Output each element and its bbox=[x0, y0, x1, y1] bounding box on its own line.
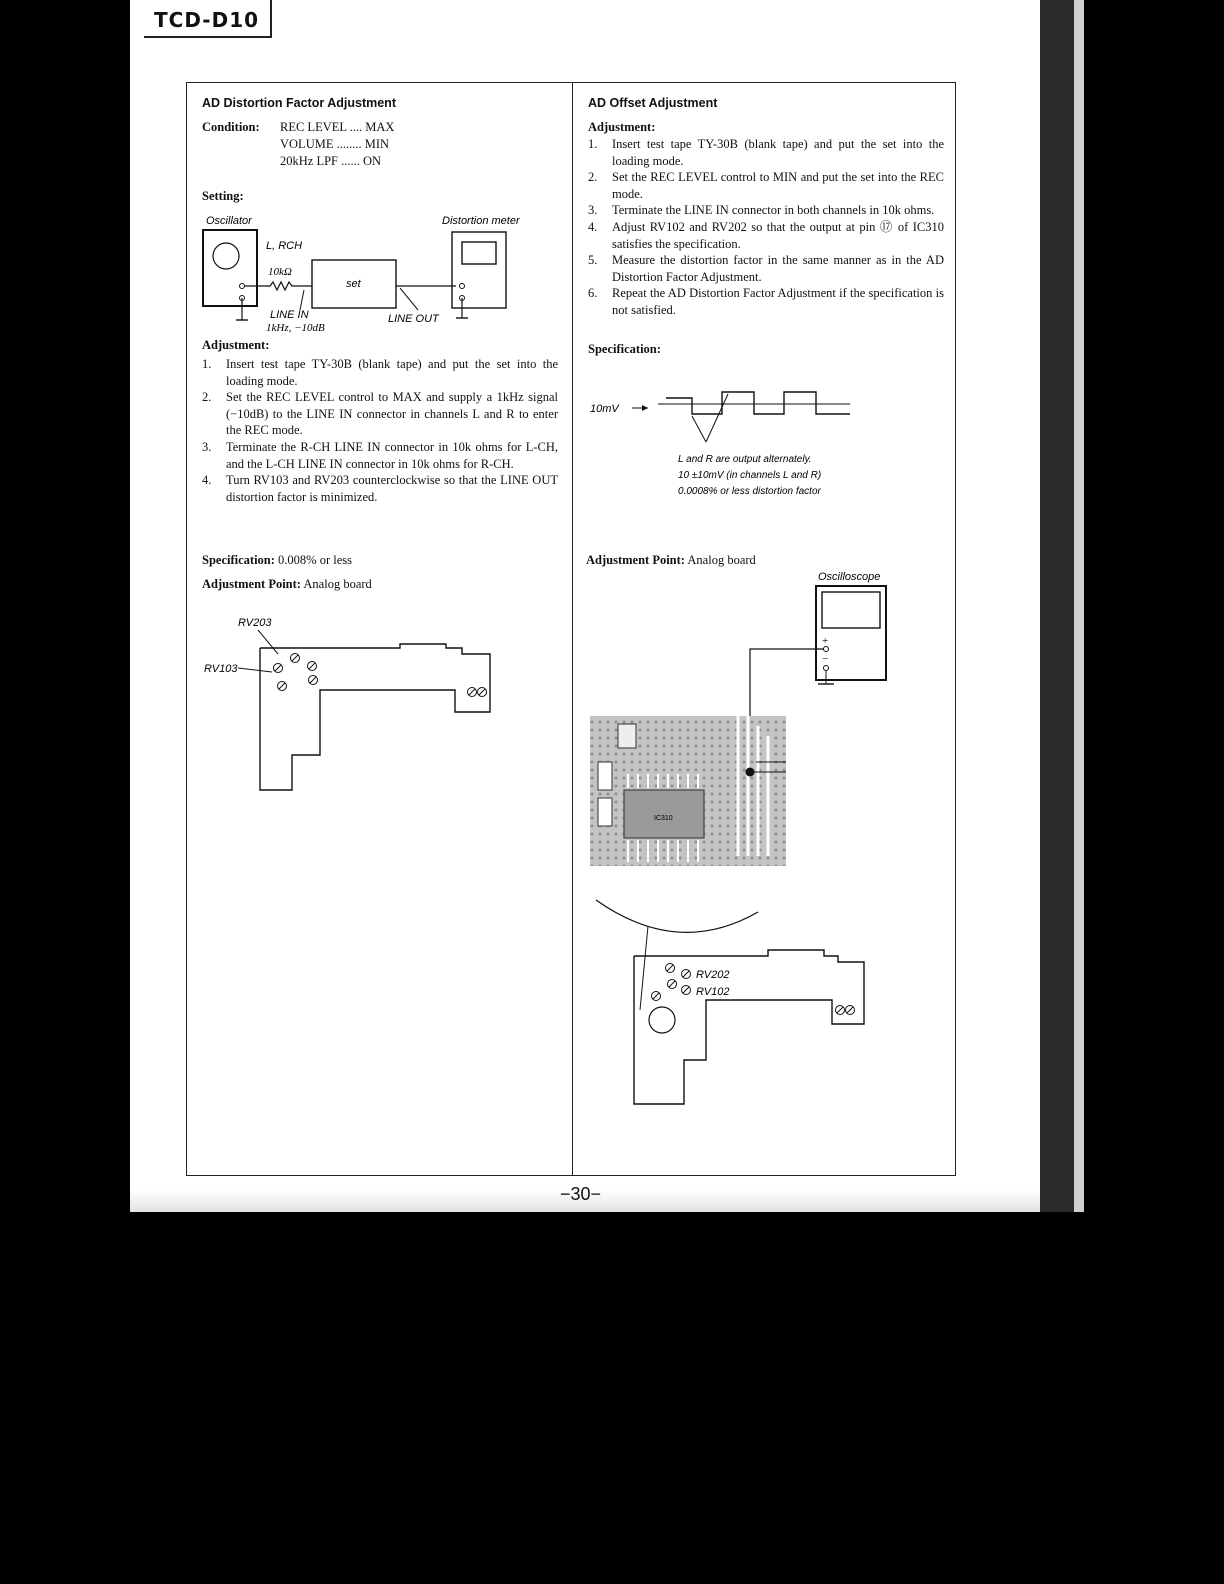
svg-text:+: + bbox=[822, 635, 829, 647]
right-step-6: 6. Repeat the AD Distortion Factor Adjustment if the specification is not satisfied. bbox=[588, 286, 944, 317]
rv102-label: RV102 bbox=[696, 986, 730, 998]
waveform-note-3: 0.0008% or less distortion factor bbox=[678, 486, 821, 497]
ic310-label: IC310 bbox=[654, 815, 673, 822]
right-step-5: 5. Measure the distortion factor in the same manner as in the AD Distortion Factor Adjustment. bbox=[588, 253, 944, 284]
condition-volume: VOLUME ........ MIN bbox=[280, 137, 390, 151]
right-adjustment-point: Adjustment Point: Analog board bbox=[586, 553, 756, 567]
osc-terminal-top bbox=[240, 284, 245, 289]
oscillator-dial bbox=[213, 243, 239, 269]
setting-label: Setting: bbox=[202, 189, 244, 203]
oscilloscope-label: Oscilloscope bbox=[818, 571, 881, 583]
right-step-3: 3. Terminate the LINE IN connector in both channels in 10k ohms. bbox=[588, 203, 935, 218]
ic310-chip bbox=[624, 790, 704, 838]
waveform-note-2: 10 ±10mV (in channels L and R) bbox=[678, 470, 822, 481]
line-in-label: LINE IN bbox=[270, 309, 309, 321]
left-step-4: 4. Turn RV103 and RV203 counterclockwise so that the LINE OUT distortion factor is minimized. bbox=[202, 473, 558, 504]
resistor-line bbox=[244, 282, 312, 290]
manual-page bbox=[130, 0, 1082, 1212]
oscillator-label: Oscillator bbox=[206, 215, 252, 227]
left-adjustment-point: Adjustment Point: Analog board bbox=[202, 577, 372, 591]
oscilloscope-screen bbox=[822, 592, 880, 628]
offset-adjustment-diagram bbox=[588, 566, 948, 1126]
line-out-label: LINE OUT bbox=[388, 313, 439, 325]
model-label: TCD-D10 bbox=[144, 0, 272, 38]
left-steps bbox=[202, 356, 558, 505]
left-adjustment-label: Adjustment: bbox=[202, 338, 270, 352]
channel-label: L, RCH bbox=[266, 240, 303, 252]
left-board-outline bbox=[260, 644, 490, 790]
waveform-level: 10mV bbox=[590, 403, 619, 415]
condition-block bbox=[202, 119, 558, 170]
left-column bbox=[202, 96, 558, 205]
condition-rec-level: REC LEVEL .... MAX bbox=[280, 120, 395, 134]
left-step-3: 3. Terminate the R-CH LINE IN connector in 10k ohms for L-CH, and the L-CH LINE IN connector in 10k ohms for R-CH. bbox=[202, 439, 558, 471]
test-point-pin17 bbox=[746, 768, 755, 777]
right-column bbox=[588, 96, 944, 358]
pcb-photo bbox=[590, 716, 786, 866]
scan-edge-light bbox=[1074, 0, 1084, 1212]
setup-diagram bbox=[200, 210, 560, 340]
magnifier-arc bbox=[596, 900, 758, 932]
set-label: set bbox=[346, 278, 361, 290]
right-adjustment-label: Adjustment: bbox=[588, 120, 656, 134]
condition-lpf: 20kHz LPF ...... ON bbox=[280, 154, 382, 168]
waveform-note-1: L and R are output alternately. bbox=[678, 454, 812, 465]
left-specification: Specification: 0.008% or less bbox=[202, 553, 352, 567]
right-step-2: 2. Set the REC LEVEL control to MIN and put the set into the REC mode. bbox=[588, 170, 944, 201]
svg-text:−: − bbox=[822, 653, 829, 665]
rv103-label: RV103 bbox=[204, 663, 238, 675]
column-divider bbox=[572, 82, 573, 1176]
right-step-4: 4. Adjust RV102 and RV202 so that the output at pin ⑰ of IC310 satisfies the specification. bbox=[588, 219, 944, 251]
resistor-label: 10kΩ bbox=[268, 266, 292, 278]
left-adj-point-value: Analog board bbox=[303, 577, 372, 591]
distortion-meter-label: Distortion meter bbox=[442, 215, 520, 227]
page-bottom-shade bbox=[130, 1190, 1082, 1212]
meter-screen bbox=[462, 242, 496, 264]
rv203-label: RV203 bbox=[238, 617, 272, 629]
left-adjustment bbox=[202, 337, 558, 505]
left-step-1: 1. Insert test tape TY-30B (blank tape) and put the set into the loading mode. bbox=[202, 357, 558, 388]
line-in-signal: 1kHz, −10dB bbox=[266, 322, 325, 334]
section-title-ad-distortion: AD Distortion Factor Adjustment bbox=[202, 96, 396, 110]
page-number: −30− bbox=[560, 1184, 602, 1204]
right-step-1: 1. Insert test tape TY-30B (blank tape) and put the set into the loading mode. bbox=[588, 137, 944, 168]
waveform-diagram bbox=[588, 384, 948, 504]
right-spec-label: Specification: bbox=[588, 341, 661, 356]
right-steps bbox=[588, 136, 944, 319]
left-board-diagram bbox=[200, 610, 500, 810]
waveform-trace bbox=[666, 392, 850, 414]
rv202-label: RV202 bbox=[696, 969, 730, 981]
left-spec-value: 0.008% or less bbox=[278, 553, 352, 567]
section-title-ad-offset: AD Offset Adjustment bbox=[588, 96, 718, 110]
left-step-2: 2. Set the REC LEVEL control to MAX and supply a 1kHz signal (−10dB) to the LINE IN connector in channels L and R to enter the REC mode. bbox=[202, 390, 558, 438]
condition-label: Condition: bbox=[202, 120, 260, 134]
right-adj-point-value: Analog board bbox=[687, 553, 756, 567]
